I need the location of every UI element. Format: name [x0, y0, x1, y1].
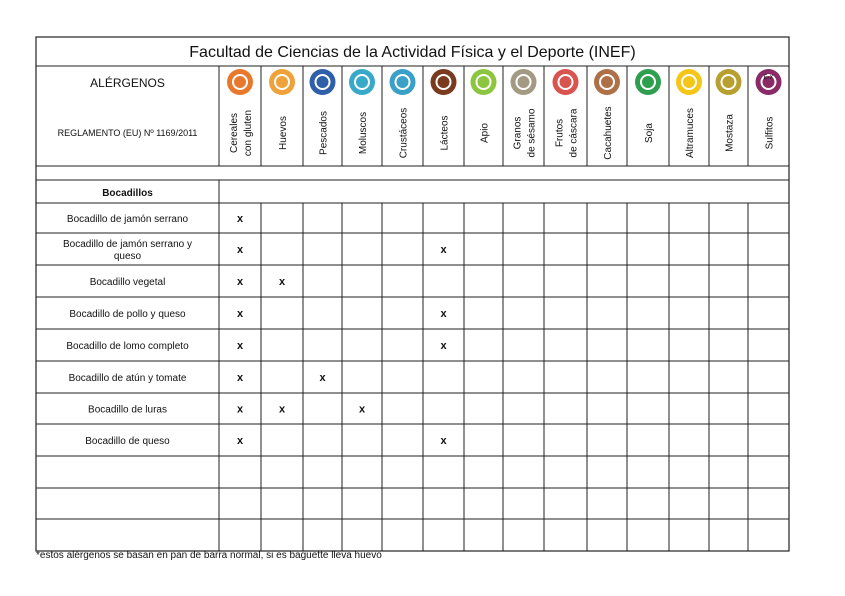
allergen-label: de sésamo — [526, 108, 538, 158]
allergen-mark: x — [440, 340, 447, 352]
product-name: Bocadillo vegetal — [89, 277, 166, 288]
allergen-mark: x — [440, 435, 447, 447]
allergen-mark: x — [278, 276, 286, 288]
allergen-label: Moluscos — [358, 111, 369, 155]
lupin-icon — [676, 69, 702, 95]
regulation-label: REGLAMENTO (EU) Nº 1169/2011 — [57, 128, 198, 138]
mustard-icon — [716, 69, 742, 95]
allergen-mark: x — [319, 372, 326, 384]
product-name: Bocadillo de jamón serrano — [66, 214, 189, 225]
crab-icon — [390, 69, 416, 95]
allergen-mark: x — [236, 308, 244, 320]
allergen-label: Apio — [479, 122, 491, 144]
section-label: Bocadillos — [102, 188, 153, 199]
nut-icon — [553, 69, 579, 95]
product-name: Bocadillo de queso — [85, 436, 170, 447]
milk-jug-icon — [431, 69, 457, 95]
product-name: Bocadillo de jamón serrano y — [63, 239, 192, 250]
allergen-label: de cáscara — [568, 108, 580, 158]
fish-icon — [310, 69, 336, 95]
product-name: Bocadillo de atún y tomate — [68, 373, 187, 384]
product-name: queso — [113, 251, 142, 262]
allergen-mark: x — [236, 435, 244, 447]
celery-icon — [471, 69, 497, 95]
footnote: *estos alérgenos se basan en pan de barra normal, si es baguette lleva huevo — [36, 550, 382, 561]
allergen-label: Lácteos — [439, 115, 451, 151]
sesame-icon — [511, 69, 537, 95]
allergen-mark: x — [440, 244, 447, 256]
allergen-mark: x — [278, 403, 286, 416]
page-title: Facultad de Ciencias de la Actividad Física y el Deporte (INEF) — [189, 44, 636, 61]
allergen-mark: x — [236, 276, 244, 288]
allergen-label: Altramuces — [685, 107, 696, 159]
table-border — [36, 37, 789, 551]
allergen-label: Frutos — [554, 118, 566, 148]
peanut-icon — [594, 69, 620, 95]
wheat-icon — [227, 69, 253, 95]
allergen-mark: x — [358, 403, 366, 416]
allergen-label: con gluten — [243, 109, 254, 157]
allergen-label: Granos — [512, 116, 524, 150]
allergen-mark: x — [236, 372, 244, 384]
eggs-icon — [269, 69, 295, 95]
allergen-label: Soja — [644, 122, 655, 144]
allergen-label: Pescados — [318, 111, 330, 155]
allergen-label: Mostaza — [724, 114, 736, 152]
product-name: Bocadillo de lomo completo — [66, 341, 189, 352]
allergen-mark: x — [236, 403, 244, 416]
shell-icon — [349, 69, 375, 95]
allergen-label: Cacahuetes — [603, 106, 614, 160]
product-name: Bocadillo de pollo y queso — [69, 309, 186, 320]
allergen-label: Crustáceos — [398, 107, 410, 159]
allergen-label: Huevos — [278, 116, 289, 150]
product-name: Bocadillo de luras — [88, 404, 167, 416]
allergen-label: Cereales — [229, 112, 240, 154]
sulphites-icon — [756, 69, 782, 95]
allergen-mark: x — [440, 308, 447, 320]
sulphites-badge: E-X — [763, 75, 774, 81]
allergens-heading: ALÉRGENOS — [90, 76, 165, 90]
allergen-mark: x — [236, 340, 244, 352]
soy-icon — [635, 69, 661, 95]
allergen-mark: x — [236, 244, 244, 256]
allergen-mark: x — [236, 213, 244, 225]
allergen-label: Sulfitos — [764, 116, 776, 150]
